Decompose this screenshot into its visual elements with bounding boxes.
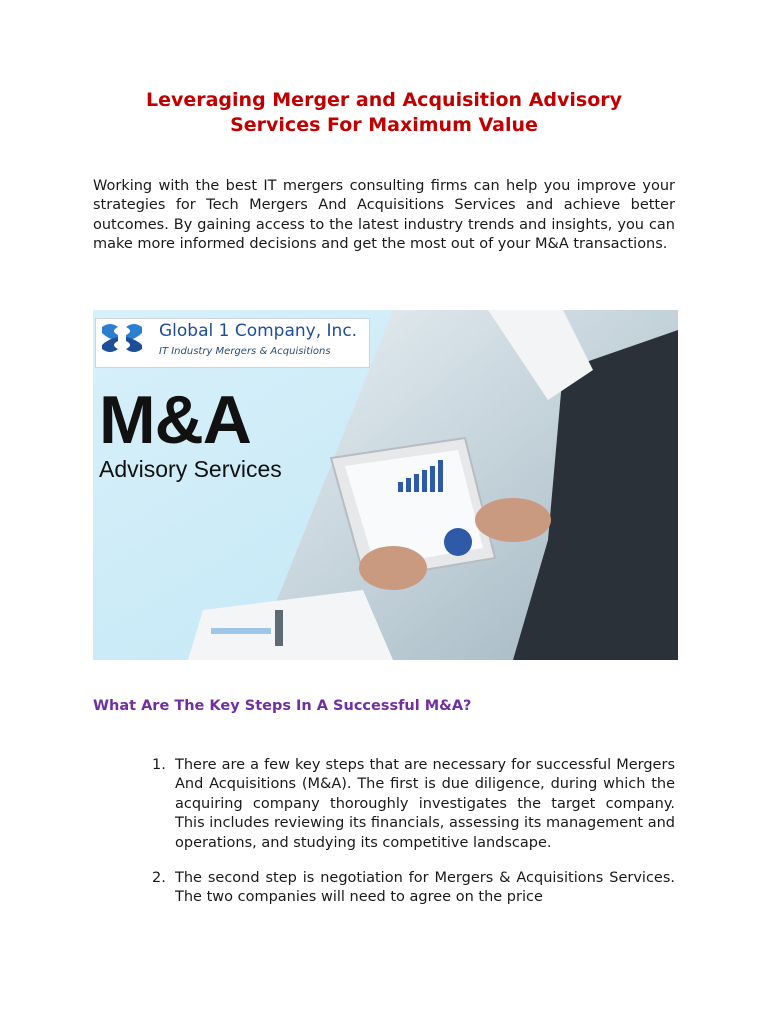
hero-image	[93, 310, 678, 660]
list-item-text: The second step is negotiation for Mergers & Acquisitions Services. The two companies will need to agree on the price	[175, 870, 675, 906]
company-tagline: IT Industry Mergers & Acquisitions	[159, 346, 331, 357]
steps-list	[152, 756, 675, 924]
company-logo-icon	[96, 319, 148, 359]
intro-paragraph: Working with the best IT mergers consulting firms can help you improve your strategies for Tech Mergers And Acquisitions Services and achieve better outcomes. By gaining access to the latest industry trends and insights, you can make more informed decisions and get the most out of your M&A transactions.	[93, 178, 675, 253]
company-name: Global 1 Company, Inc.	[159, 321, 358, 341]
company-logo	[95, 318, 370, 368]
page-title: Leveraging Merger and Acquisition Advisory Services For Maximum Value	[145, 89, 623, 136]
hero-headline: M&A	[99, 382, 251, 458]
list-item	[152, 869, 675, 908]
list-item	[152, 756, 675, 853]
hero-subheadline: Advisory Services	[99, 456, 282, 482]
list-item-number: 1.	[152, 757, 166, 773]
list-item-text: There are a few key steps that are necessary for successful Mergers And Acquisitions (M&A). The first is due diligence, during which the acquiring company thoroughly investigates the target company. This includes reviewing its financials, assessing its management and operations, and studying its competitive landscape.	[175, 757, 675, 851]
section-heading: What Are The Key Steps In A Successful M&A?	[93, 698, 472, 714]
list-item-number: 2.	[152, 870, 166, 887]
